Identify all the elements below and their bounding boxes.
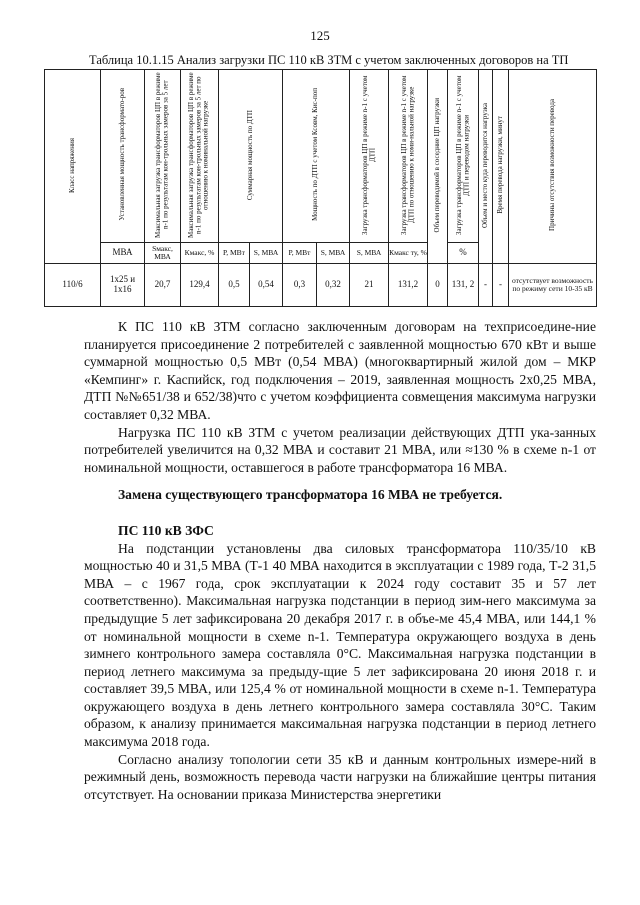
- header-cell: Максимальная загрузка трансформаторов ЦП в режиме n-1 по результатам кон-трольных замеров за 5 лет по отношению к номинальной нагрузке: [181, 70, 219, 243]
- body-text: [84, 318, 596, 803]
- unit-cell: S, МВА: [250, 243, 283, 264]
- unit-cell: S, МВА: [317, 243, 350, 264]
- reason-cell: отсутствует возможность по режиму сети 10-35 кВ: [509, 264, 597, 307]
- paragraph: На подстанции установлены два силовых трансформатора 110/35/10 кВ мощностью 40 и 31,5 МВА (Т-1 40 МВА находится в эксплуатации с 1989 года, Т-2 31,5 МВА – с 1967 года, срок эксплуатации к 2024 году составит 35 и 57 лет соответственно). Максимальная нагрузка подстанции в период зим-него максимума за предыдущие 5 лет зафиксирована 20 декабря 2017 г. в объе-ме 45,4 МВА, или 144,1 % от номинальной мощности в схеме n-1. Температура окружающего воздуха в день зимнего контрольного замера составляла 0°С. Максимальная нагрузка подстанции в период летнего максимума за предыду-щие 5 лет зафиксирована 20 июня 2018 г. и составляет 39,5 МВА, или 125,4 % от номинальной мощности в схеме n-1. Температура окружающего воздуха в день летнего контрольного замера составляла 30°С. Таким образом, к анализу принимается максимальная нагрузка подстанции в период летнего максимума 2018 года.: [84, 540, 596, 750]
- unit-cell: Кмакс, %: [181, 243, 219, 264]
- header-cell: Загрузка трансформаторов ЦП в режиме n-1 с учетом ДТП и переводом нагрузки: [448, 70, 479, 243]
- smax-cell: 20,7: [145, 264, 181, 307]
- header-cell: Максимальная загрузка трансформаторов ЦП в режиме n-1 по результатам кон-трольных замеров за 5 лет: [145, 70, 181, 243]
- unit-cell: %: [448, 243, 479, 264]
- header-cell: Загрузка трансформаторов ЦП в режиме n-1 с учетом ДТП по отношению к номи-нальной нагрузке: [389, 70, 428, 243]
- k-load-cell: 131,2: [389, 264, 428, 307]
- section-heading: ПС 110 кВ ЗФС: [118, 522, 214, 538]
- table-caption: Таблица 10.1.15 Анализ загрузки ПС 110 кВ ЗТМ с учетом заключенных договоров на ТП: [89, 53, 569, 67]
- table-row: [45, 264, 597, 307]
- load-transfer-cell: 131, 2: [448, 264, 479, 307]
- paragraph: Нагрузка ПС 110 кВ ЗТМ с учетом реализации действующих ДТП ука-занных потребителей увеличится на 0,32 МВА и составит 21 МВА, или ≈130 % в схеме n-1 от номинальной мощности, оставшегося в работе трансформатора 16 МВА.: [84, 424, 596, 475]
- unit-cell: S, МВА: [350, 243, 389, 264]
- header-cell: Мощность по ДТП с учетом Ксовм, Кис-поп: [283, 70, 350, 243]
- place-cell: -: [479, 264, 493, 307]
- header-cell: Объем переводимой в соседние ЦП нагрузки: [428, 70, 448, 264]
- conclusion-paragraph: Замена существующего трансформатора 16 МВА не требуется.: [118, 487, 503, 503]
- p-dtp-cell: 0,5: [219, 264, 250, 307]
- load-analysis-table: [44, 69, 597, 307]
- paragraph: Согласно анализу топологии сети 35 кВ и данным контрольных измере-ний в режимный день, возможность перевода части нагрузки на ближайшие центры питания отсутствует. На основании приказа Министерства энергетики: [84, 751, 596, 802]
- kmax-cell: 129,4: [181, 264, 219, 307]
- unit-cell: МВА: [101, 243, 145, 264]
- header-cell: Объем и место куда переводится нагрузка: [479, 70, 493, 264]
- unit-cell: Sмакс, МВА: [145, 243, 181, 264]
- page-number: 125: [310, 28, 330, 43]
- unit-cell: Кмакс ту, %: [389, 243, 428, 264]
- header-cell: Установленная мощность трансформато-ров: [101, 70, 145, 243]
- time-cell: -: [493, 264, 509, 307]
- header-cell: Класс напряжения: [45, 70, 101, 264]
- transfer-cell: 0: [428, 264, 448, 307]
- header-cell: Суммарная мощность по ДТП: [219, 70, 283, 243]
- header-cell: Время перевода нагрузки, минут: [493, 70, 509, 264]
- s-load-cell: 21: [350, 264, 389, 307]
- voltage-cell: 110/6: [45, 264, 101, 307]
- paragraph: К ПС 110 кВ ЗТМ согласно заключенным договорам на техприсоедине-ние планируется присоединение 2 потребителей с заявленной мощностью 670 кВт и выше суммарной мощностью 0,5 МВт (0,54 МВА) (многоквартирный жилой дом – МКР «Кемпинг» г. Каспийск, год подключения – 2019, заявленная мощность 2х0,25 МВА, ДТП №№651/38 и 652/38)что с учетом коэффициента совмещения максимума нагрузки составляет 0,32 МВА.: [84, 319, 596, 422]
- s-dtp-cell: 0,54: [250, 264, 283, 307]
- p-ks-cell: 0,3: [283, 264, 317, 307]
- header-cell: Причины отсутствия возможности перевода: [509, 70, 597, 264]
- header-cell: Загрузка трансформаторов ЦП в режиме n-1 с учетом ДТП: [350, 70, 389, 243]
- unit-cell: Р, МВт: [283, 243, 317, 264]
- s-ks-cell: 0,32: [317, 264, 350, 307]
- installed-power-cell: 1х25 и 1х16: [101, 264, 145, 307]
- table-header-row: [45, 70, 597, 243]
- unit-cell: Р, МВт: [219, 243, 250, 264]
